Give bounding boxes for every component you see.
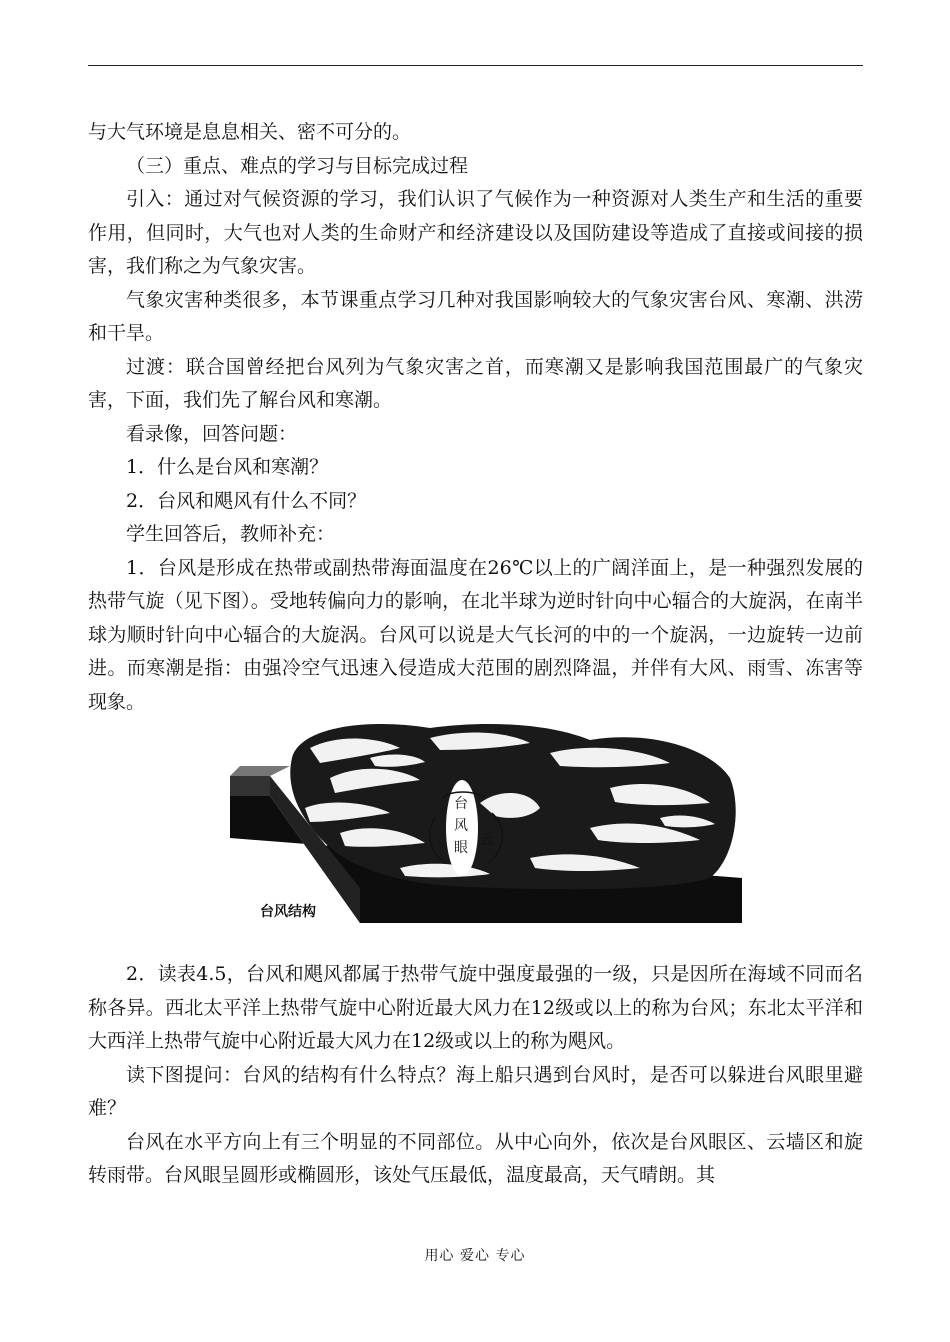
- paragraph: 读下图提问：台风的结构有什么特点？海上船只遇到台风时，是否可以躲进台风眼里避难？: [88, 1063, 863, 1119]
- label-eye-char-1: 台: [454, 795, 468, 811]
- paragraph: 2．读表4.5，台风和飓风都属于热带气旋中强度最强的一级，只是因所在海域不同而名称各异。西北太平洋上热带气旋中心附近最大风力在12级或以上的称为台风；东北太平洋和大西洋上热带气旋中心附近最大风力在12级或以上的称为飓风。: [88, 963, 863, 1052]
- page-footer: 用心 爱心 专心: [424, 1248, 526, 1264]
- label-cloud-char: 云: [480, 831, 494, 847]
- paragraph: 1．台风是形成在热带或副热带海面温度在26℃以上的广阔洋面上，是一种强烈发展的热带气旋（见下图）。受地转偏向力的影响，在北半球为逆时针向中心辐合的大旋涡，在南半球为顺时针向中心辐合的大旋涡。台风可以说是大气长河的中的一个旋涡，一边旋转一边前进。而寒潮是指：由强冷空气迅速入侵造成大范围的剧烈降温，并伴有大风、雨雪、冻害等现象。: [88, 556, 863, 713]
- paragraph: 台风在水平方向上有三个明显的不同部位。从中心向外，依次是台风眼区、云墙区和旋转雨带。台风眼呈圆形或椭圆形，该处气压最低，温度最高，天气晴朗。其: [88, 1130, 863, 1186]
- slab-top-left: [230, 766, 290, 776]
- paragraph: 学生回答后，教师补充：: [126, 523, 336, 545]
- text-block-bottom: [88, 958, 863, 1193]
- paragraph: 气象灾害种类很多，本节课重点学习几种对我国影响较大的气象灾害台风、寒潮、洪涝和干旱。: [88, 288, 863, 344]
- slab-left-face: [230, 776, 270, 796]
- question-item: 1．什么是台风和寒潮？: [126, 456, 329, 478]
- paragraph: 与大气环境是息息相关、密不可分的。: [88, 121, 412, 143]
- paragraph: 过渡：联合国曾经把台风列为气象灾害之首，而寒潮又是影响我国范围最广的气象灾害，下面，我们先了解台风和寒潮。: [88, 355, 863, 411]
- typhoon-structure-figure: [230, 718, 745, 928]
- label-eye-char-3: 眼: [454, 839, 468, 855]
- figure-caption: 台风结构: [260, 903, 316, 919]
- question-item: 2．台风和飓风有什么不同？: [126, 489, 367, 512]
- paragraph: 引入：通过对气候资源的学习，我们认识了气候作为一种资源对人类生产和生活的重要作用，但同时，大气也对人类的生命财产和经济建设以及国防建设等造成了直接或间接的损害，我们称之为气象灾害。: [88, 188, 863, 277]
- section-heading: （三）重点、难点的学习与目标完成过程: [126, 154, 469, 177]
- header-rule: [88, 65, 863, 66]
- typhoon-illustration: [230, 718, 745, 928]
- paragraph: 看录像，回答问题：: [126, 422, 298, 445]
- label-eye-char-2: 风: [454, 817, 468, 833]
- text-block-top: [88, 116, 863, 719]
